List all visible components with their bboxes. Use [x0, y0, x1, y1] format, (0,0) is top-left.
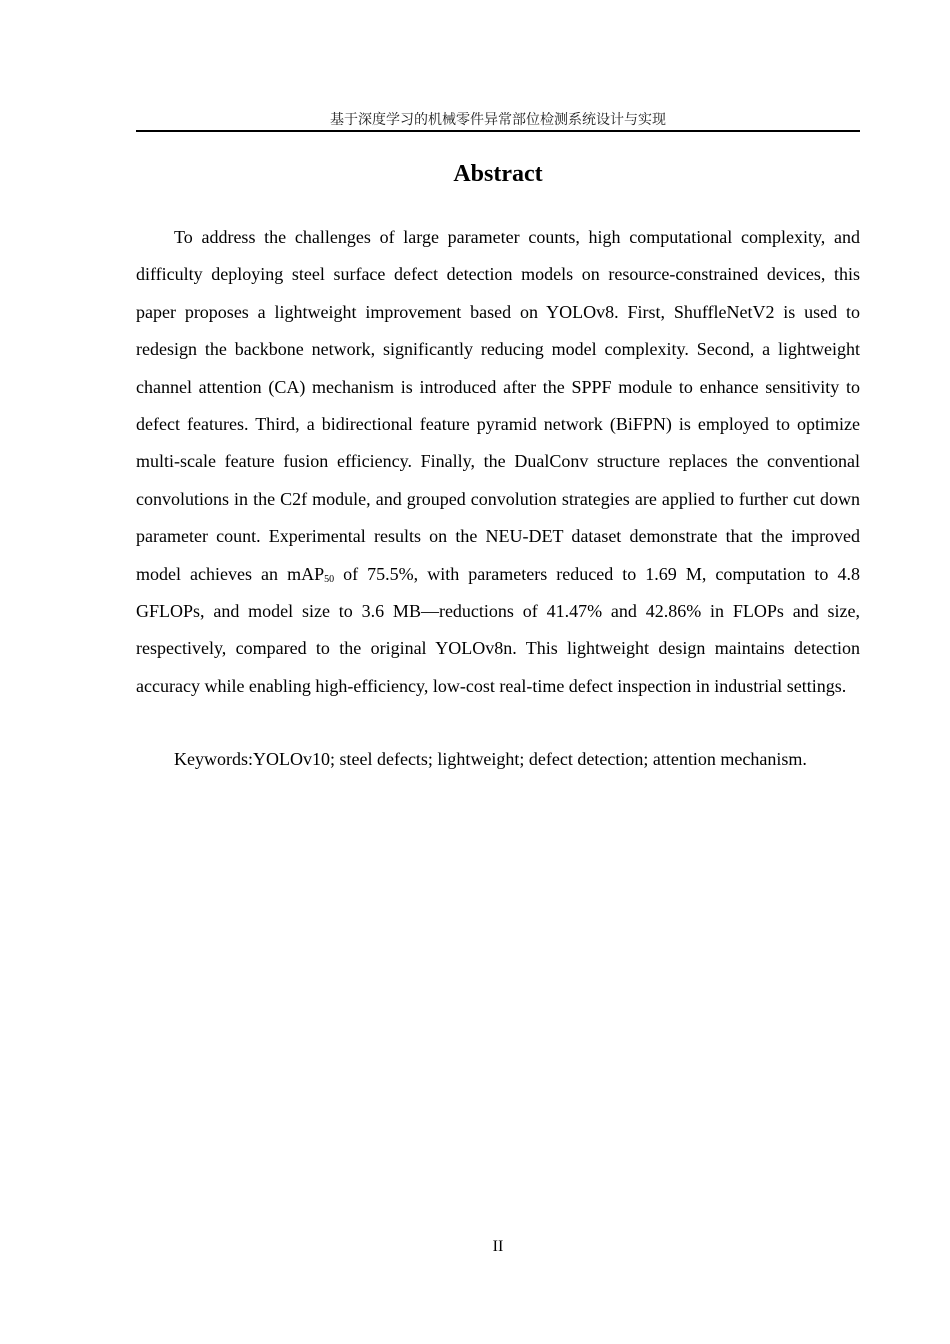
running-header: 基于深度学习的机械零件异常部位检测系统设计与实现 [330, 112, 666, 128]
keywords-line: Keywords:YOLOv10; steel defects; lightweight; defect detection; attention mechanism. [174, 749, 807, 769]
abstract-text-part-1: To address the challenges of large parameter counts, high computational complexity, and difficulty deploying steel surface defect detection models on resource-constrained devices, this paper proposes a lightweight improvement based on YOLOv8. First, ShuffleNetV2 is used to redesign the backbone network, significantly reducing model complexity. Second, a lightweight channel attention (CA) mechanism is introduced after the SPPF module to enhance sensitivity to defect features. Third, a bidirectional feature pyramid network (BiFPN) is employed to optimize multi-scale feature fusion efficiency. Finally, the DualConv structure replaces the conventional convolutions in the C2f module, and grouped convolution strategies are applied to further cut down parameter count. Experimental results on the NEU-DET dataset demonstrate that the improved model achieves an mAP [136, 227, 860, 584]
page-number: II [492, 1238, 504, 1255]
abstract-paragraph [136, 219, 860, 705]
abstract-body [136, 219, 860, 705]
abstract-text-part-2: of 75.5%, with parameters reduced to 1.69 M, computation to 4.8 GFLOPs, and model size to 3.6 MB—reductions of 41.47% and 42.86% in FLOPs and size, respectively, compared to the original YOLOv8n. This lightweight design maintains detection accuracy while enabling high-efficiency, low-cost real-time defect inspection in industrial settings. [136, 563, 860, 696]
map-subscript: 50 [324, 573, 335, 585]
header-rule [136, 130, 860, 132]
abstract-title: Abstract [453, 161, 543, 187]
